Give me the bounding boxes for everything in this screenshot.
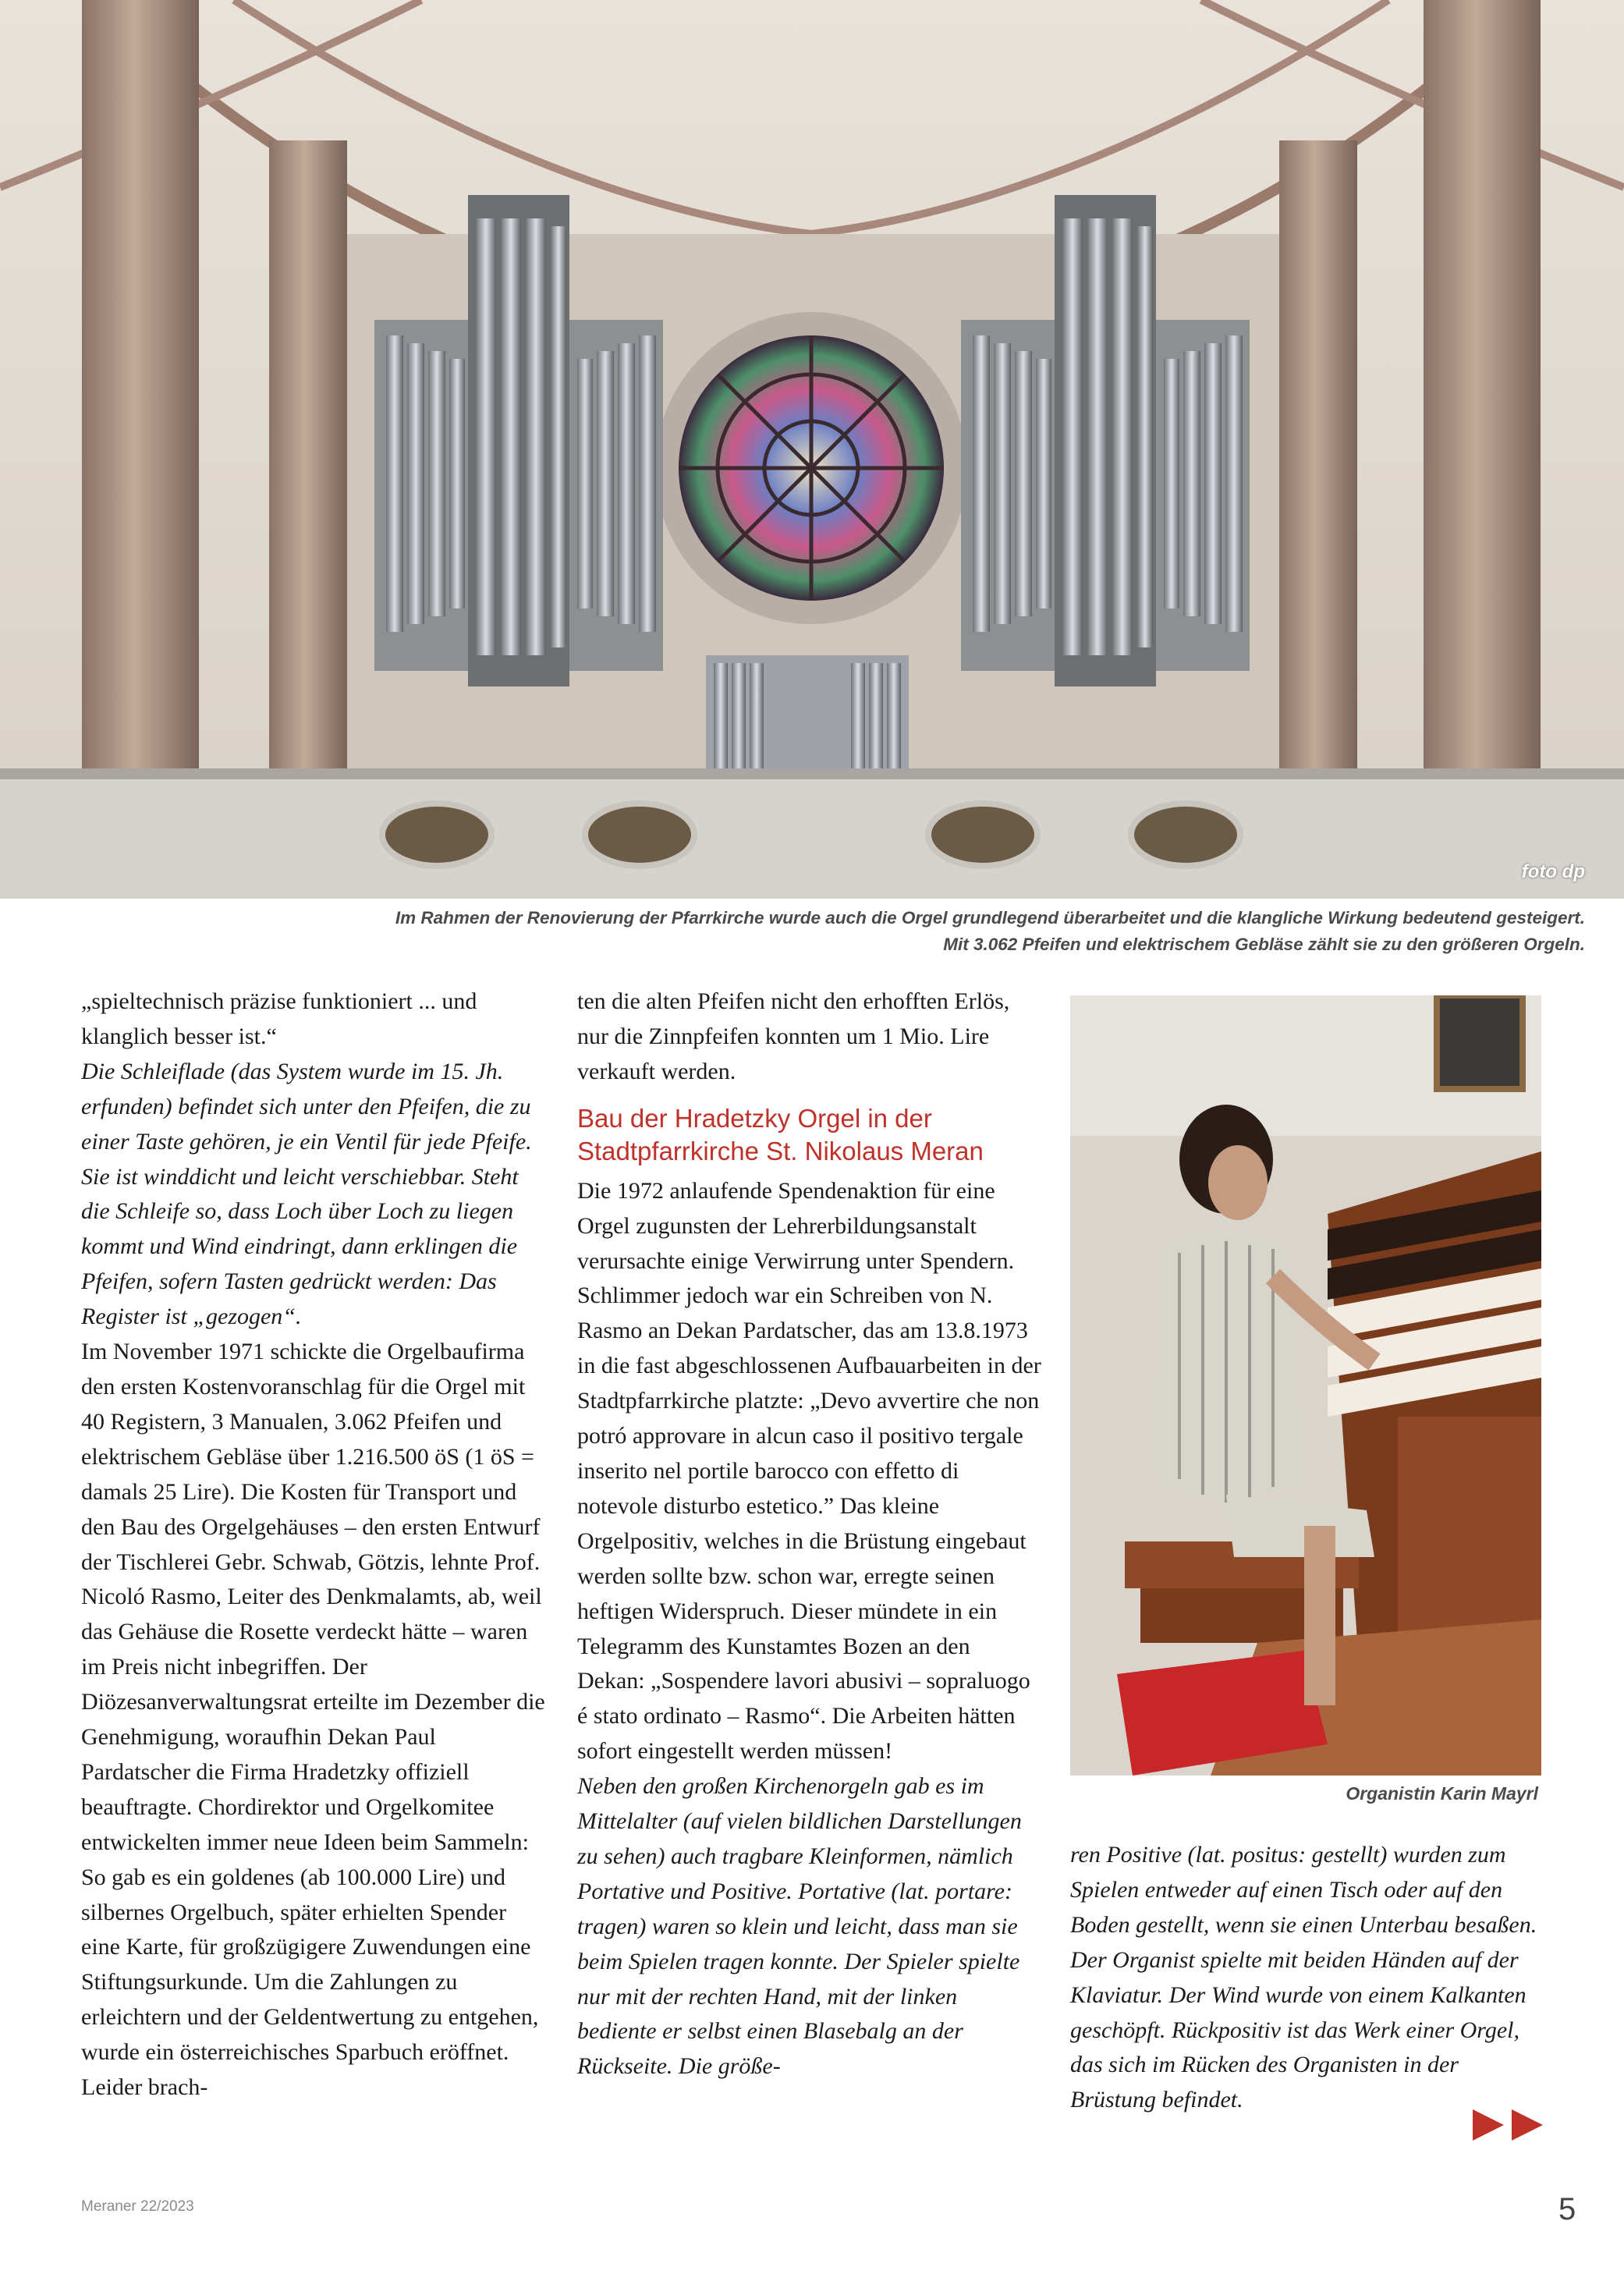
issue-label: Meraner 22/2023 (81, 2198, 194, 2215)
italic-paragraph: Die Schleiflade (das System wurde im 15. Jh. erfunden) befindet sich unter den Pfeifen, die zu einer Taste gehören, je ein Ventil für jede Pfeife. Sie ist winddicht und leicht verschiebbar. Steht die Schleife so, dass Loch über Loch zu liegen kommt und Wind eindringt, dann erklingen die Pfeifen, sofern Tasten gedrückt werden: Das Register ist „gezogen“. (81, 1058, 532, 1330)
hero-caption-line-1: Im Rahmen der Renovierung der Pfarrkirche wurde auch die Orgel grundlegend überarbeitet und die klangliche Wirkung bedeutend gesteigert. (395, 908, 1585, 928)
hero-caption-line-2: Mit 3.062 Pfeifen und elektrischem Gebläse zählt sie zu den größeren Orgeln. (943, 935, 1585, 954)
hero-photo (0, 0, 1624, 899)
italic-paragraph: ren Positive (lat. positus: gestellt) wurden zum Spielen entweder auf einen Tisch oder auf den Boden gestellt, wenn sie einen Unterbau besaßen. Der Organist spielte mit beiden Händen auf der Klaviatur. Der Wind wurde von einem Kalkanten geschöpft. Rückpositiv ist das Werk einer Orgel, das sich im Rücken des Organisten in der Brüstung befindet. (1070, 1842, 1537, 2113)
page-number: 5 (1558, 2192, 1576, 2226)
organist-illustration (1070, 995, 1541, 1775)
text-column-3 (1070, 1838, 1544, 2118)
organist-photo-caption: Organistin Karin Mayrl (1346, 1783, 1538, 1804)
section-heading: Bau der Hradetzky Orgel in der Stadtpfarrkirche St. Nikolaus Meran (577, 1103, 984, 1165)
double-right-triangle-icon[interactable] (1473, 2106, 1548, 2144)
paragraph: Die 1972 anlaufende Spendenaktion für eine Orgel zugunsten der Lehrerbildungsanstalt verursachte einige Verwirrung unter Spendern. Schlimmer jedoch war ein Schreiben von N. Rasmo an Dekan Pardatscher, das am 13.8.1973 in die fast abgeschlossenen Aufbauarbeiten in der Stadtpfarrkirche platzte: „Devo avvertire che non potró approvare in alcun caso il positivo tergale inserito nel portile barocco con effetto di notevole disturbo estetico.” Das kleine Orgelpositiv, welches in die Brüstung eingebaut werden sollte bzw. schon war, erregte seinen heftigen Widerspruch. Dieser mündete in ein Telegramm des Kunstamtes Bozen an den Dekan: „Sospendere lavori abusivi – sopraluogo é stato ordinato – Rasmo“. Die Arbeiten hätten sofort eingestellt werden müssen! (577, 1177, 1041, 1765)
hero-caption (234, 905, 1585, 958)
organ-illustration (0, 0, 1624, 899)
organist-photo (1070, 995, 1541, 1775)
photo-credit: foto dp (1521, 861, 1585, 882)
paragraph: Im November 1971 schickte die Orgelbaufirma den ersten Kostenvoranschlag für die Orgel mit 40 Registern, 3 Manualen, 3.062 Pfeifen und elektrischem Gebläse über 1.216.500 öS (1 öS = damals 25 Lire). Die Kosten für Transport und den Bau des Orgelgehäuses – den ersten Entwurf der Tischlerei Gebr. Schwab, Götzis, lehnte Prof. Nicoló Rasmo, Leiter des Denkmalamts, ab, weil das Gehäuse die Rosette verdeckt hätte – waren im Preis nicht inbegriffen. Der Diözesanverwaltungsrat erteilte im Dezember die Genehmigung, woraufhin Dekan Paul Pardatscher die Firma Hradetzky offiziell beauftragte. Chordirektor und Orgelkomitee entwickelten immer neue Ideen beim Sammeln: So gab es ein goldenes (ab 100.000 Lire) und silbernes Orgelbuch, später erhielten Spender eine Karte, für großzügigere Zuwendungen eine Stiftungsurkunde. Um die Zahlungen zu erleichtern und der Geldentwertung zu entgehen, wurde ein österreichisches Sparbuch eröffnet. Leider brach- (81, 1339, 545, 2101)
italic-paragraph: Neben den großen Kirchenorgeln gab es im Mittelalter (auf vielen bildlichen Darstellungen zu sehen) auch tragbare Kleinformen, nämlich Portative und Positive. Portative (lat. portare: tragen) waren so klein und leicht, dass man sie beim Spielen tragen konnte. Der Spieler spielte nur mit der rechten Hand, mit der linken bediente er selbst einen Blasebalg an der Rückseite. Die größe- (577, 1773, 1022, 2080)
text-column-2 (577, 984, 1042, 2084)
paragraph: ten die alten Pfeifen nicht den erhofften Erlös, nur die Zinnpfeifen konnten um 1 Mio. Lire verkauft werden. (577, 988, 1010, 1084)
text-column-1 (81, 984, 548, 2105)
paragraph: „spieltechnisch präzise funktioniert ... und klanglich besser ist.“ (81, 988, 477, 1049)
